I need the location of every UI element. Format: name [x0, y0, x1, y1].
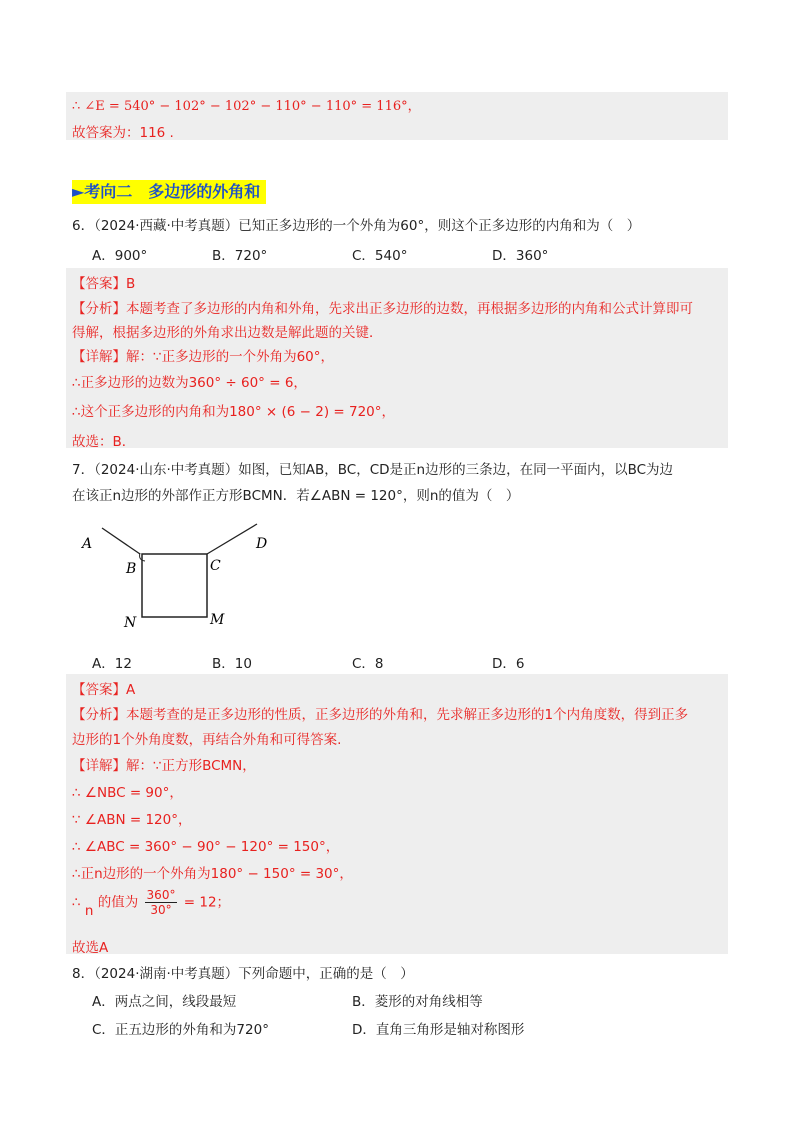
variable-n: n	[84, 902, 94, 919]
label-n: N	[124, 615, 137, 631]
q7-option-d: D．6	[492, 656, 525, 672]
question-6-stem: 6．（2024·西藏·中考真题）已知正多边形的一个外角为60°，则这个正多边形的内角和为（ ）	[72, 218, 641, 234]
solution-line: ∴ ∠E = 540° − 102° − 102° − 110° − 110° = 116°，	[72, 99, 421, 114]
fraction-denominator: 30°	[150, 903, 172, 917]
q6-conclusion: 故选：B．	[72, 434, 136, 450]
q6-analysis-line-1: 【分析】本题考查了多边形的内角和外角，先求出正多边形的边数，再根据多边形的内角和公式计算即可	[72, 301, 693, 317]
q7-option-c: C．8	[352, 656, 384, 672]
label-b: B	[126, 561, 137, 577]
value-label: 的值为	[97, 894, 139, 911]
q7-analysis-line-1: 【分析】本题考查的是正多边形的性质，正多边形的外角和，先求解正多边形的1个内角度数，得到正多	[72, 707, 689, 723]
square-polygon-figure	[72, 520, 292, 640]
result-value: = 12；	[183, 894, 231, 911]
q6-option-d: D．360°	[492, 248, 549, 264]
q7-detail-line-3: ∵ ∠ABN = 120°，	[72, 812, 192, 828]
question-7-stem-line-1: 7．（2024·山东·中考真题）如图，已知AB，BC，CD是正n边形的三条边，在同一平面内，以BC为边	[72, 462, 674, 478]
label-m: M	[210, 612, 225, 628]
question-7-stem-line-2: 在该正n边形的外部作正方形BCMN．若∠ABN = 120°，则n的值为（ ）	[72, 488, 520, 504]
q8-option-c: C．正五边形的外角和为720°	[92, 1022, 269, 1038]
label-c: C	[210, 558, 221, 574]
q7-conclusion: 故选A	[72, 940, 109, 956]
fraction	[145, 888, 178, 917]
label-d: D	[256, 536, 268, 552]
q6-option-a: A．900°	[92, 248, 148, 264]
q6-answer: 【答案】B	[72, 276, 136, 292]
solution-answer-line: 故答案为：116 .	[72, 125, 174, 141]
q7-detail-line-1: 【详解】解：∵正方形BCMN，	[72, 758, 256, 774]
q6-detail-line-2: ∴正多边形的边数为360° ÷ 60° = 6，	[72, 375, 307, 391]
q6-detail-line-1: 【详解】解：∵正多边形的一个外角为60°，	[72, 349, 335, 365]
q6-option-c: C．540°	[352, 248, 408, 264]
q7-option-a: A．12	[92, 656, 132, 672]
question-8-stem: 8．（2024·湖南·中考真题）下列命题中，正确的是（ ）	[72, 966, 414, 982]
q6-option-b: B．720°	[212, 248, 268, 264]
q8-option-d: D．直角三角形是轴对称图形	[352, 1022, 525, 1038]
q6-analysis-line-2: 得解，根据多边形的外角求出边数是解此题的关键．	[72, 325, 383, 341]
q6-detail-line-3: ∴这个正多边形的内角和为180° × (6 − 2) = 720°，	[72, 404, 396, 420]
section-heading: ►考向二 多边形的外角和	[72, 180, 266, 204]
q7-detail-line-4: ∴ ∠ABC = 360° − 90° − 120° = 150°，	[72, 839, 340, 855]
q7-detail-line-5: ∴正n边形的一个外角为180° − 150° = 30°，	[72, 866, 353, 882]
label-a: A	[82, 536, 93, 552]
q7-analysis-line-2: 边形的1个外角度数，再结合外角和可得答案.	[72, 732, 342, 748]
q7-answer: 【答案】A	[72, 682, 136, 698]
therefore-symbol: ∴	[72, 894, 81, 911]
q8-option-b: B．菱形的对角线相等	[352, 994, 483, 1010]
q7-detail-line-6	[72, 888, 230, 917]
fraction-numerator: 360°	[146, 888, 176, 902]
q7-option-b: B．10	[212, 656, 252, 672]
q7-detail-line-2: ∴ ∠NBC = 90°，	[72, 785, 183, 801]
q8-option-a: A．两点之间，线段最短	[92, 994, 237, 1010]
